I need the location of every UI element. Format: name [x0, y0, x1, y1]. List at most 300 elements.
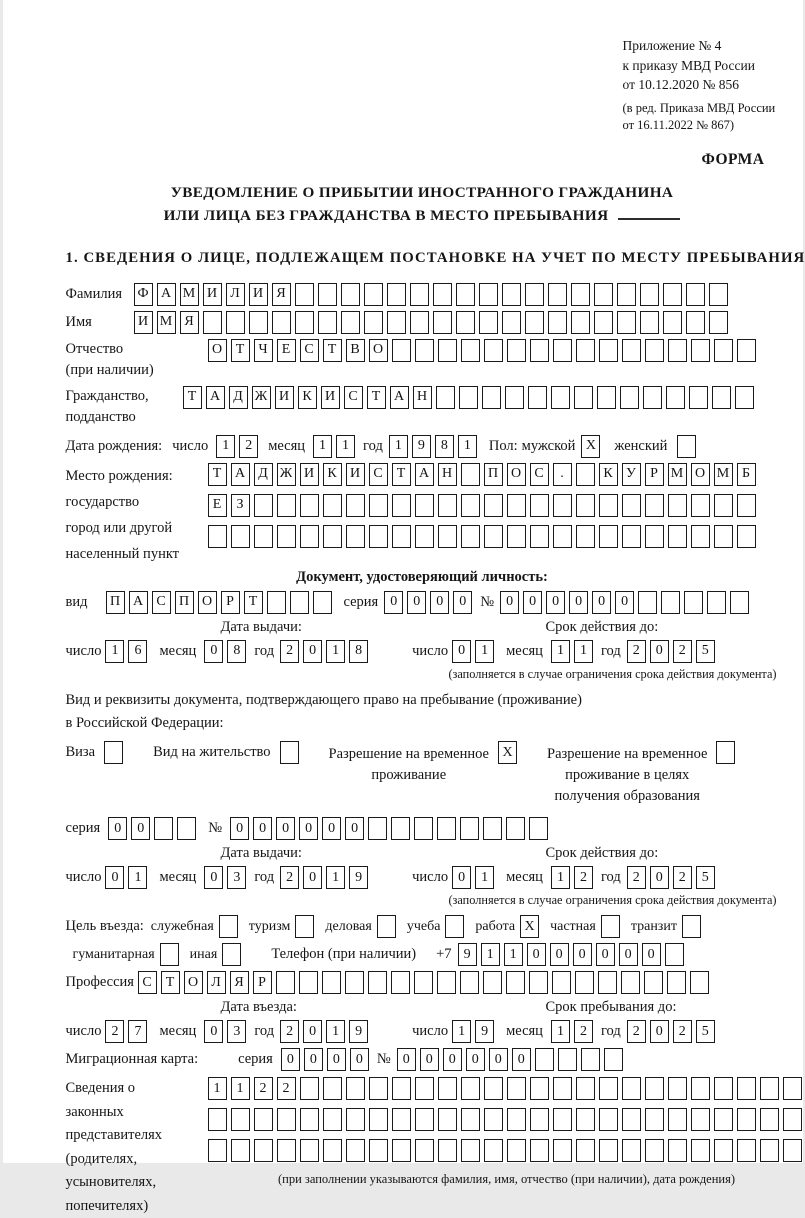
form-cell[interactable]: Ж — [252, 386, 271, 409]
form-cell[interactable] — [667, 971, 686, 994]
form-cell[interactable] — [677, 435, 696, 458]
form-cell[interactable] — [154, 817, 173, 840]
form-cell[interactable]: 3 — [227, 1020, 246, 1043]
form-cell[interactable]: Т — [323, 339, 342, 362]
form-cell[interactable] — [461, 1139, 480, 1162]
form-cell[interactable] — [346, 1108, 365, 1131]
form-cell[interactable]: 1 — [231, 1077, 250, 1100]
form-cell[interactable] — [484, 494, 503, 517]
form-cell[interactable] — [219, 915, 238, 938]
form-cell[interactable] — [392, 1108, 411, 1131]
form-cell[interactable]: 2 — [574, 1020, 593, 1043]
form-cell[interactable] — [277, 1139, 296, 1162]
form-cell[interactable]: К — [298, 386, 317, 409]
form-cell[interactable]: Я — [180, 311, 199, 334]
form-cell[interactable]: И — [249, 283, 268, 306]
form-cell[interactable] — [461, 1108, 480, 1131]
form-cell[interactable]: А — [157, 283, 176, 306]
form-cell[interactable] — [553, 525, 572, 548]
form-cell[interactable] — [622, 339, 641, 362]
form-cell[interactable]: 2 — [627, 640, 646, 663]
form-cell[interactable]: 0 — [650, 866, 669, 889]
form-cell[interactable] — [160, 943, 179, 966]
form-cell[interactable] — [249, 311, 268, 334]
form-cell[interactable]: Т — [392, 463, 411, 486]
form-cell[interactable]: 0 — [108, 817, 127, 840]
form-cell[interactable] — [645, 1108, 664, 1131]
form-cell[interactable] — [553, 1077, 572, 1100]
form-cell[interactable]: 0 — [650, 640, 669, 663]
form-cell[interactable] — [364, 283, 383, 306]
form-cell[interactable] — [346, 1139, 365, 1162]
form-cell[interactable] — [484, 339, 503, 362]
form-cell[interactable] — [364, 311, 383, 334]
form-cell[interactable]: М — [714, 463, 733, 486]
form-cell[interactable] — [576, 1077, 595, 1100]
form-cell[interactable] — [760, 1077, 779, 1100]
form-cell[interactable] — [599, 1077, 618, 1100]
form-cell[interactable] — [621, 971, 640, 994]
form-cell[interactable] — [529, 817, 548, 840]
form-cell[interactable]: 1 — [551, 866, 570, 889]
form-cell[interactable] — [369, 1108, 388, 1131]
form-cell[interactable] — [295, 311, 314, 334]
form-cell[interactable] — [599, 1139, 618, 1162]
form-cell[interactable] — [535, 1048, 554, 1071]
form-cell[interactable] — [507, 494, 526, 517]
form-cell[interactable] — [507, 339, 526, 362]
form-cell[interactable] — [415, 1139, 434, 1162]
form-cell[interactable]: 9 — [412, 435, 431, 458]
form-cell[interactable]: 0 — [303, 640, 322, 663]
form-cell[interactable] — [345, 971, 364, 994]
form-cell[interactable] — [459, 386, 478, 409]
form-cell[interactable]: Д — [254, 463, 273, 486]
form-cell[interactable] — [599, 494, 618, 517]
form-cell[interactable] — [666, 386, 685, 409]
form-cell[interactable]: 0 — [500, 591, 519, 614]
form-cell[interactable] — [277, 494, 296, 517]
form-cell[interactable]: 0 — [397, 1048, 416, 1071]
form-cell[interactable] — [737, 494, 756, 517]
form-cell[interactable] — [506, 971, 525, 994]
form-cell[interactable] — [709, 311, 728, 334]
form-cell[interactable]: Я — [230, 971, 249, 994]
form-cell[interactable] — [208, 1108, 227, 1131]
form-cell[interactable] — [645, 1077, 664, 1100]
form-cell[interactable] — [392, 1077, 411, 1100]
form-cell[interactable] — [530, 494, 549, 517]
form-cell[interactable] — [737, 525, 756, 548]
form-cell[interactable]: 2 — [280, 640, 299, 663]
form-cell[interactable]: О — [198, 591, 217, 614]
form-cell[interactable] — [668, 1108, 687, 1131]
form-cell[interactable] — [530, 1077, 549, 1100]
form-cell[interactable] — [714, 525, 733, 548]
form-cell[interactable]: 0 — [281, 1048, 300, 1071]
form-cell[interactable]: 0 — [527, 943, 546, 966]
form-cell[interactable]: 0 — [204, 1020, 223, 1043]
form-cell[interactable] — [460, 971, 479, 994]
form-cell[interactable]: 0 — [573, 943, 592, 966]
form-cell[interactable] — [300, 1108, 319, 1131]
form-cell[interactable] — [529, 971, 548, 994]
form-cell[interactable]: А — [390, 386, 409, 409]
form-cell[interactable] — [323, 494, 342, 517]
form-cell[interactable]: Ч — [254, 339, 273, 362]
form-cell[interactable]: 0 — [345, 817, 364, 840]
form-cell[interactable]: 2 — [627, 1020, 646, 1043]
form-cell[interactable]: 9 — [475, 1020, 494, 1043]
form-cell[interactable]: 9 — [349, 1020, 368, 1043]
form-cell[interactable] — [691, 1139, 710, 1162]
form-cell[interactable]: И — [300, 463, 319, 486]
form-cell[interactable]: 0 — [303, 866, 322, 889]
form-cell[interactable] — [638, 591, 657, 614]
form-cell[interactable]: 0 — [546, 591, 565, 614]
form-cell[interactable] — [622, 1139, 641, 1162]
form-cell[interactable] — [525, 311, 544, 334]
form-cell[interactable]: Я — [272, 283, 291, 306]
form-cell[interactable] — [461, 339, 480, 362]
form-cell[interactable] — [576, 463, 595, 486]
form-cell[interactable]: 0 — [453, 591, 472, 614]
form-cell[interactable] — [290, 591, 309, 614]
form-cell[interactable] — [783, 1108, 802, 1131]
form-cell[interactable] — [391, 817, 410, 840]
form-cell[interactable]: 0 — [105, 866, 124, 889]
form-cell[interactable] — [551, 386, 570, 409]
form-cell[interactable]: 7 — [128, 1020, 147, 1043]
form-cell[interactable] — [369, 525, 388, 548]
form-cell[interactable]: 0 — [384, 591, 403, 614]
form-cell[interactable] — [599, 525, 618, 548]
form-cell[interactable] — [369, 1139, 388, 1162]
form-cell[interactable] — [528, 386, 547, 409]
form-cell[interactable]: 0 — [452, 866, 471, 889]
form-cell[interactable] — [553, 494, 572, 517]
form-cell[interactable] — [438, 1077, 457, 1100]
form-cell[interactable] — [222, 943, 241, 966]
form-cell[interactable]: Т — [231, 339, 250, 362]
form-cell[interactable] — [712, 386, 731, 409]
form-cell[interactable]: 2 — [673, 640, 692, 663]
form-cell[interactable]: 2 — [280, 1020, 299, 1043]
form-cell[interactable] — [507, 1139, 526, 1162]
form-cell[interactable] — [622, 525, 641, 548]
form-cell[interactable] — [689, 386, 708, 409]
form-cell[interactable]: Н — [413, 386, 432, 409]
form-cell[interactable]: 2 — [277, 1077, 296, 1100]
form-cell[interactable]: 1 — [458, 435, 477, 458]
form-cell[interactable] — [318, 283, 337, 306]
form-cell[interactable] — [461, 1077, 480, 1100]
form-cell[interactable] — [346, 525, 365, 548]
form-cell[interactable] — [661, 591, 680, 614]
form-cell[interactable]: 0 — [407, 591, 426, 614]
form-cell[interactable] — [640, 311, 659, 334]
form-cell[interactable]: 1 — [481, 943, 500, 966]
form-cell[interactable]: 0 — [350, 1048, 369, 1071]
form-cell[interactable] — [714, 494, 733, 517]
form-cell[interactable] — [377, 915, 396, 938]
form-cell[interactable] — [737, 1077, 756, 1100]
form-cell[interactable] — [691, 1108, 710, 1131]
form-cell[interactable]: М — [668, 463, 687, 486]
form-cell[interactable] — [691, 494, 710, 517]
form-cell[interactable] — [553, 1108, 572, 1131]
form-cell[interactable] — [737, 339, 756, 362]
form-cell[interactable]: 1 — [389, 435, 408, 458]
form-cell[interactable] — [645, 525, 664, 548]
form-cell[interactable]: Ф — [134, 283, 153, 306]
form-cell[interactable]: М — [157, 311, 176, 334]
form-cell[interactable]: Д — [229, 386, 248, 409]
form-cell[interactable] — [665, 943, 684, 966]
form-cell[interactable] — [208, 525, 227, 548]
form-cell[interactable] — [445, 915, 464, 938]
form-cell[interactable] — [645, 494, 664, 517]
form-cell[interactable]: 1 — [336, 435, 355, 458]
form-cell[interactable] — [783, 1077, 802, 1100]
form-cell[interactable] — [668, 494, 687, 517]
form-cell[interactable] — [552, 971, 571, 994]
form-cell[interactable] — [341, 311, 360, 334]
form-cell[interactable]: Е — [208, 494, 227, 517]
form-cell[interactable] — [415, 525, 434, 548]
form-cell[interactable] — [599, 339, 618, 362]
form-cell[interactable]: И — [346, 463, 365, 486]
form-cell[interactable]: 3 — [227, 866, 246, 889]
form-cell[interactable] — [576, 1108, 595, 1131]
form-cell[interactable] — [714, 1139, 733, 1162]
form-cell[interactable] — [272, 311, 291, 334]
form-cell[interactable] — [668, 1077, 687, 1100]
form-cell[interactable] — [571, 311, 590, 334]
form-cell[interactable] — [502, 283, 521, 306]
form-cell[interactable]: Р — [645, 463, 664, 486]
form-cell[interactable]: 0 — [253, 817, 272, 840]
form-cell[interactable]: 0 — [642, 943, 661, 966]
form-cell[interactable] — [410, 283, 429, 306]
form-cell[interactable]: С — [152, 591, 171, 614]
form-cell[interactable] — [714, 1077, 733, 1100]
form-cell[interactable] — [530, 1139, 549, 1162]
form-cell[interactable]: 1 — [475, 640, 494, 663]
form-cell[interactable] — [484, 1077, 503, 1100]
form-cell[interactable] — [391, 971, 410, 994]
form-cell[interactable]: 0 — [303, 1020, 322, 1043]
form-cell[interactable] — [644, 971, 663, 994]
form-cell[interactable]: 8 — [435, 435, 454, 458]
form-cell[interactable] — [714, 339, 733, 362]
form-cell[interactable] — [601, 915, 620, 938]
form-cell[interactable]: . — [553, 463, 572, 486]
form-cell[interactable] — [341, 283, 360, 306]
form-cell[interactable]: X — [581, 435, 600, 458]
form-cell[interactable]: X — [498, 741, 517, 764]
form-cell[interactable] — [617, 311, 636, 334]
form-cell[interactable] — [231, 1108, 250, 1131]
form-cell[interactable]: Е — [277, 339, 296, 362]
form-cell[interactable] — [460, 817, 479, 840]
form-cell[interactable] — [267, 591, 286, 614]
form-cell[interactable] — [507, 1077, 526, 1100]
form-cell[interactable]: 0 — [443, 1048, 462, 1071]
form-cell[interactable] — [438, 1108, 457, 1131]
form-cell[interactable]: 1 — [475, 866, 494, 889]
form-cell[interactable]: 0 — [489, 1048, 508, 1071]
form-cell[interactable] — [415, 1108, 434, 1131]
form-cell[interactable]: Л — [207, 971, 226, 994]
form-cell[interactable] — [576, 525, 595, 548]
form-cell[interactable] — [484, 1108, 503, 1131]
form-cell[interactable]: 2 — [673, 866, 692, 889]
form-cell[interactable] — [730, 591, 749, 614]
form-cell[interactable]: 1 — [216, 435, 235, 458]
form-cell[interactable]: 2 — [254, 1077, 273, 1100]
form-cell[interactable] — [415, 494, 434, 517]
form-cell[interactable]: И — [321, 386, 340, 409]
form-cell[interactable]: И — [203, 283, 222, 306]
form-cell[interactable] — [295, 915, 314, 938]
form-cell[interactable]: 0 — [569, 591, 588, 614]
form-cell[interactable] — [737, 1139, 756, 1162]
form-cell[interactable]: 6 — [128, 640, 147, 663]
form-cell[interactable]: 0 — [299, 817, 318, 840]
form-cell[interactable]: 1 — [551, 1020, 570, 1043]
form-cell[interactable] — [280, 741, 299, 764]
form-cell[interactable] — [760, 1139, 779, 1162]
form-cell[interactable] — [295, 283, 314, 306]
form-cell[interactable] — [299, 971, 318, 994]
form-cell[interactable]: Т — [367, 386, 386, 409]
form-cell[interactable]: 1 — [208, 1077, 227, 1100]
form-cell[interactable]: М — [180, 283, 199, 306]
form-cell[interactable] — [482, 386, 501, 409]
form-cell[interactable] — [437, 817, 456, 840]
form-cell[interactable] — [598, 971, 617, 994]
form-cell[interactable]: 1 — [128, 866, 147, 889]
form-cell[interactable]: Б — [737, 463, 756, 486]
form-cell[interactable] — [576, 339, 595, 362]
form-cell[interactable]: 0 — [420, 1048, 439, 1071]
form-cell[interactable] — [277, 1108, 296, 1131]
form-cell[interactable]: 2 — [673, 1020, 692, 1043]
form-cell[interactable] — [461, 463, 480, 486]
form-cell[interactable] — [392, 1139, 411, 1162]
form-cell[interactable]: 0 — [550, 943, 569, 966]
form-cell[interactable]: 0 — [452, 640, 471, 663]
form-cell[interactable] — [387, 311, 406, 334]
form-cell[interactable] — [323, 525, 342, 548]
form-cell[interactable]: Т — [244, 591, 263, 614]
form-cell[interactable] — [645, 1139, 664, 1162]
form-cell[interactable] — [456, 311, 475, 334]
form-cell[interactable] — [597, 386, 616, 409]
form-cell[interactable]: 9 — [458, 943, 477, 966]
form-cell[interactable] — [691, 1077, 710, 1100]
form-cell[interactable] — [617, 283, 636, 306]
form-cell[interactable] — [438, 339, 457, 362]
form-cell[interactable] — [502, 311, 521, 334]
form-cell[interactable] — [668, 1139, 687, 1162]
form-cell[interactable] — [254, 525, 273, 548]
form-cell[interactable]: 0 — [596, 943, 615, 966]
form-cell[interactable]: 5 — [696, 640, 715, 663]
form-cell[interactable]: О — [184, 971, 203, 994]
form-cell[interactable] — [415, 1077, 434, 1100]
form-cell[interactable]: Л — [226, 283, 245, 306]
form-cell[interactable] — [737, 1108, 756, 1131]
form-cell[interactable]: 0 — [650, 1020, 669, 1043]
form-cell[interactable]: 8 — [227, 640, 246, 663]
form-cell[interactable]: Т — [208, 463, 227, 486]
form-cell[interactable] — [525, 283, 544, 306]
form-cell[interactable]: 0 — [523, 591, 542, 614]
form-cell[interactable] — [313, 591, 332, 614]
form-cell[interactable] — [484, 1139, 503, 1162]
form-cell[interactable] — [322, 971, 341, 994]
form-cell[interactable]: О — [369, 339, 388, 362]
form-cell[interactable]: К — [323, 463, 342, 486]
form-cell[interactable] — [369, 494, 388, 517]
form-cell[interactable] — [231, 1139, 250, 1162]
form-cell[interactable]: О — [208, 339, 227, 362]
form-cell[interactable] — [414, 971, 433, 994]
form-cell[interactable] — [530, 1108, 549, 1131]
form-cell[interactable]: 1 — [105, 640, 124, 663]
form-cell[interactable]: 0 — [276, 817, 295, 840]
form-cell[interactable] — [599, 1108, 618, 1131]
form-cell[interactable] — [484, 525, 503, 548]
form-cell[interactable]: С — [138, 971, 157, 994]
form-cell[interactable]: 1 — [326, 866, 345, 889]
form-cell[interactable]: 0 — [322, 817, 341, 840]
form-cell[interactable] — [553, 1139, 572, 1162]
form-cell[interactable] — [277, 525, 296, 548]
form-cell[interactable] — [707, 591, 726, 614]
form-cell[interactable]: А — [415, 463, 434, 486]
form-cell[interactable] — [735, 386, 754, 409]
form-cell[interactable] — [410, 311, 429, 334]
form-cell[interactable]: 0 — [512, 1048, 531, 1071]
form-cell[interactable] — [300, 525, 319, 548]
form-cell[interactable] — [300, 1077, 319, 1100]
form-cell[interactable]: У — [622, 463, 641, 486]
form-cell[interactable] — [456, 283, 475, 306]
form-cell[interactable] — [506, 817, 525, 840]
form-cell[interactable] — [300, 494, 319, 517]
form-cell[interactable] — [690, 971, 709, 994]
form-cell[interactable] — [576, 1139, 595, 1162]
form-cell[interactable]: Р — [253, 971, 272, 994]
form-cell[interactable] — [231, 525, 250, 548]
form-cell[interactable]: 0 — [304, 1048, 323, 1071]
form-cell[interactable]: 0 — [131, 817, 150, 840]
form-cell[interactable] — [686, 283, 705, 306]
form-cell[interactable]: А — [206, 386, 225, 409]
form-cell[interactable]: 1 — [504, 943, 523, 966]
form-cell[interactable]: О — [507, 463, 526, 486]
form-cell[interactable] — [574, 386, 593, 409]
form-cell[interactable]: С — [344, 386, 363, 409]
form-cell[interactable] — [548, 283, 567, 306]
form-cell[interactable] — [760, 1108, 779, 1131]
form-cell[interactable]: 0 — [204, 640, 223, 663]
form-cell[interactable]: 0 — [592, 591, 611, 614]
form-cell[interactable] — [594, 311, 613, 334]
